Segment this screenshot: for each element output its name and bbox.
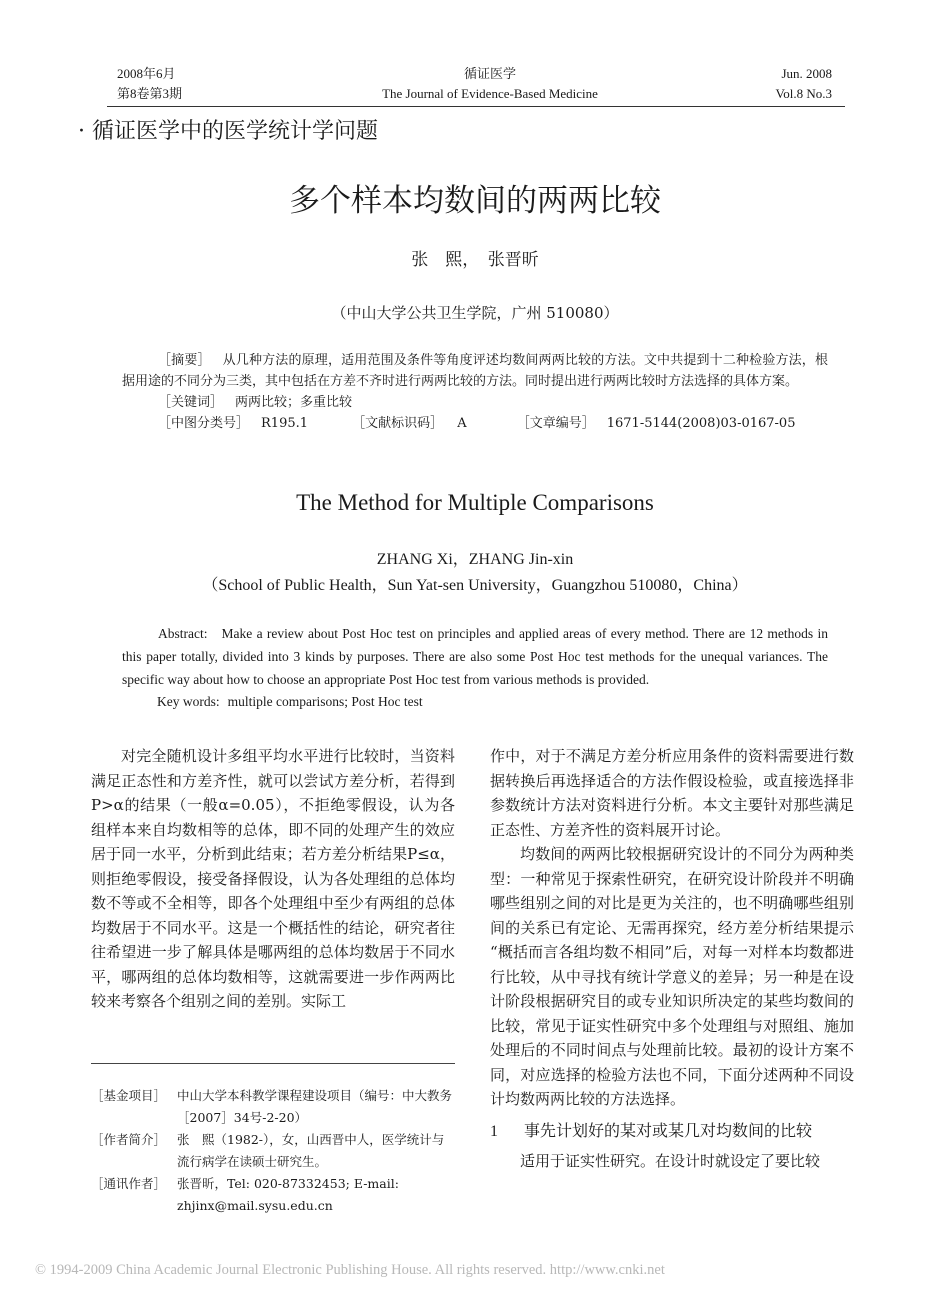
footnote-rule: [91, 1063, 455, 1064]
section-heading: [490, 1118, 854, 1145]
header-volume-en: Vol.8 No.3: [775, 86, 832, 101]
body-column-right: [490, 744, 854, 1173]
footnote-text: 张 熙（1982-），女，山西晋中人，医学统计与流行病学在读硕士研究生。: [177, 1132, 445, 1169]
body-paragraph: 对完全随机设计多组平均水平进行比较时，当资料满足正态性和方差齐性，就可以尝试方差分析，若得到P>α的结果（一般α=0.05），不拒绝零假设，认为各组样本来自均数相等的总体，即不同的处理产生的效应居于同一水平，分析到此结束；若方差分析结果P≤α，则拒绝零假设，接受备择假设，认为各处理组的总体均数不等或不全相等，即各个处理组中至少有两组的总体均数居于不同水平。这是一个概括性的结论，研究者往往希望进一步了解具体是哪两组的总体均数居于不同水平，哪两组的总体均数相等，这就需要进一步作两两比较来考察各个组别之间的差别。实际工: [91, 747, 455, 1010]
keywords-zh-text: 两两比较；多重比较: [235, 395, 353, 410]
footnote-label: ［作者简介］: [91, 1132, 167, 1147]
affiliation-en: （School of Public Health，Sun Yat-sen University，Guangzhou 510080，China）: [202, 577, 748, 594]
abstract-zh-text: 从几种方法的原理，适用范围及条件等角度评述均数间两两比较的方法。文中共提到十二种检验方法，根据用途的不同分为三类，其中包括在方差不齐时进行两两比较的方法。同时提出进行两两比较时方法选择的具体方案。: [122, 353, 828, 389]
copyright-notice: © 1994-2009 China Academic Journal Electronic Publishing House. All rights reserved. http://www.cnki.net: [35, 1262, 665, 1278]
article-no-value: 1671-5144(2008)03-0167-05: [606, 416, 796, 431]
keywords-zh-label: ［关键词］: [158, 395, 224, 410]
keywords-en-text: multiple comparisons; Post Hoc test: [227, 694, 423, 709]
abstract-zh: [122, 350, 828, 392]
authors-en: ZHANG Xi，ZHANG Jin-xin: [376, 551, 574, 568]
header-volume: 第8卷第3期: [117, 86, 183, 101]
header-rule: [107, 106, 845, 107]
article-no-label: ［文章编号］: [516, 416, 595, 431]
footnote-text: 中山大学本科教学课程建设项目（编号：中大教务［2007］34号-2-20）: [177, 1088, 453, 1125]
footnote-author-bio: [91, 1129, 455, 1173]
header-left: [117, 64, 182, 104]
header-right: [700, 64, 832, 104]
column-name: · 循证医学中的医学统计学问题: [78, 119, 378, 144]
footnotes: [91, 1085, 455, 1217]
keywords-en-label: Key words:: [157, 694, 220, 709]
body-paragraph: 作中，对于不满足方差分析应用条件的资料需要进行数据转换后再选择适合的方法作假设检验，或直接选择非参数统计方法对资料进行分析。本文主要针对那些满足正态性、方差齐性的资料展开讨论。: [490, 747, 854, 839]
footnote-label: ［通讯作者］: [91, 1176, 167, 1191]
header-center: [320, 64, 660, 104]
body-paragraph: 均数间的两两比较根据研究设计的不同分为两种类型：一种常见于探索性研究，在研究设计阶段并不明确哪些组别之间的对比是更为关注的，也不明确哪些组别间的关系已有定论、无需再探究，经方差分析结果提示 “概括而言各组均数不相同”后，对每一对样本均数都进行比较，从中寻找有统计学意义的差异；另一种是在设计阶段根据研究目的或专业知识所决定的某些均数间的比较，常见于证实性研究中多个处理组与对照组、施加处理后的不同时间点与处理前比较。最初的设计方案不同，对应选择的检验方法也不同，下面分述两种不同设计均数两两比较的方法选择。: [490, 845, 854, 1108]
header-date: 2008年6月: [117, 66, 176, 81]
keywords-en: [157, 690, 423, 713]
title-en: The Method for Multiple Comparisons: [296, 490, 654, 515]
doc-code-label: ［文献标识码］: [352, 416, 444, 431]
abstract-en: [122, 622, 828, 691]
affiliation-zh: （中山大学公共卫生学院，广州 510080）: [331, 304, 619, 322]
footnote-corresponding: [91, 1173, 455, 1217]
footnote-funding: [91, 1085, 455, 1129]
section-title: 事先计划好的某对或某几对均数间的比较: [524, 1120, 813, 1140]
abstract-zh-label: ［摘要］: [158, 353, 211, 368]
abstract-en-label: Abstract:: [158, 626, 208, 641]
authors-zh: 张 熙， 张晋昕: [411, 250, 539, 270]
header-date-en: Jun. 2008: [781, 66, 832, 81]
body-paragraph: 适用于证实性研究。在设计时就设定了要比较: [520, 1151, 821, 1170]
body-column-left: [91, 744, 455, 1014]
doc-code-value: A: [457, 416, 467, 431]
header-journal-zh: 循证医学: [463, 66, 516, 81]
abstract-en-text: Make a review about Post Hoc test on principles and applied areas of every method. There are 12 methods in this paper totally, divided into 3 kinds by purposes. There are also some Post Hoc test methods for the unequal variances. The specific way about how to choose an appropriate Post Hoc test from various methods is provided.: [122, 626, 828, 687]
clc-value: R195.1: [261, 416, 309, 431]
header-journal-en: The Journal of Evidence-Based Medicine: [382, 86, 598, 101]
footnote-text: 张晋昕，Tel: 020-87332453; E-mail: zhjinx@mail.sysu.edu.cn: [177, 1176, 399, 1213]
keywords-zh: [122, 392, 828, 413]
clc-label: ［中图分类号］: [158, 416, 250, 431]
classification-line: [122, 413, 828, 434]
section-number: 1: [490, 1122, 498, 1140]
footnote-label: ［基金项目］: [91, 1088, 167, 1103]
title-zh: 多个样本均数间的两两比较: [289, 183, 661, 219]
abstract-zh-block: [122, 350, 828, 434]
